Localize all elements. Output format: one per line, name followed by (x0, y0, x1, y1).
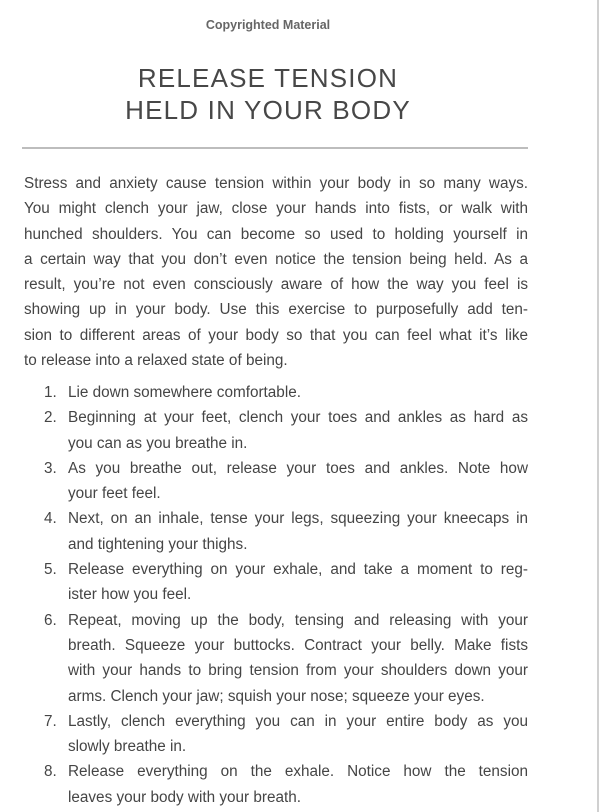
text-line: showing up in your body. Use this exercise to purposefully add ten- (24, 301, 528, 319)
text-line: sion to different areas of your body so that you can feel what it’s like (24, 326, 528, 344)
text-line: to release into a relaxed state of being. (24, 352, 288, 370)
divider (22, 147, 528, 149)
step-text-line: Next, on an inhale, tense your legs, squeezing your kneecaps in (68, 510, 528, 528)
step-text-line: arms. Clench your jaw; squish your nose; squeeze your eyes. (68, 687, 485, 705)
title-line: RELEASE TENSION (137, 63, 399, 93)
steps-list (24, 380, 528, 810)
step-text-line: Beginning at your feet, clench your toes and ankles as hard as (68, 409, 528, 427)
list-item (24, 709, 528, 760)
text-line: You might clench your jaw, close your hands into fists, or walk with (24, 200, 528, 218)
list-item (24, 608, 528, 709)
step-number: 6. (44, 611, 57, 629)
list-item (24, 405, 528, 456)
step-number: 1. (44, 384, 57, 401)
list-item (24, 456, 528, 507)
text-line: hunched shoulders. You can become so used to holding yourself in (24, 225, 528, 243)
list-item (24, 380, 528, 405)
text-line: a certain way that you don’t even notice the tension being held. As a (24, 250, 528, 268)
page-title (0, 62, 536, 126)
step-number: 2. (44, 409, 57, 427)
step-text-line: breath. Squeeze your buttocks. Contract your belly. Make fists (68, 636, 528, 654)
copyright-notice: Copyrighted Material (205, 18, 331, 32)
step-text-line: Lie down somewhere comfortable. (68, 384, 301, 401)
step-number: 4. (44, 510, 57, 528)
intro-paragraph (24, 171, 528, 373)
list-item (24, 506, 528, 557)
step-number: 3. (44, 459, 57, 477)
step-text-line: your feet feel. (68, 485, 161, 503)
list-item (24, 557, 528, 608)
step-text-line: Lastly, clench everything you can in your entire body as you (68, 712, 528, 730)
step-text-line: Repeat, moving up the body, tensing and releasing with your (68, 611, 528, 629)
step-number: 8. (44, 763, 57, 781)
step-text-line: As you breathe out, release your toes and ankles. Note how (68, 459, 528, 477)
step-number: 7. (44, 712, 57, 730)
step-number: 5. (44, 561, 57, 579)
step-text-line: Release everything on the exhale. Notice how the tension (68, 763, 528, 781)
page-edge (597, 0, 599, 812)
step-text-line: leaves your body with your breath. (68, 788, 301, 806)
step-text-line: with your hands to bring tension from your shoulders down your (68, 662, 528, 680)
text-line: Stress and anxiety cause tension within your body in so many ways. (24, 175, 528, 192)
text-line: result, you’re not even consciously aware of how the way you feel is (24, 276, 528, 294)
list-item (24, 759, 528, 810)
step-text-line: Release everything on your exhale, and take a moment to reg- (68, 561, 528, 579)
title-line: HELD IN YOUR BODY (125, 95, 411, 125)
step-text-line: slowly breathe in. (68, 738, 187, 756)
step-text-line: and tightening your thighs. (68, 535, 248, 553)
step-text-line: you can as you breathe in. (68, 434, 248, 452)
step-text-line: ister how you feel. (68, 586, 192, 604)
